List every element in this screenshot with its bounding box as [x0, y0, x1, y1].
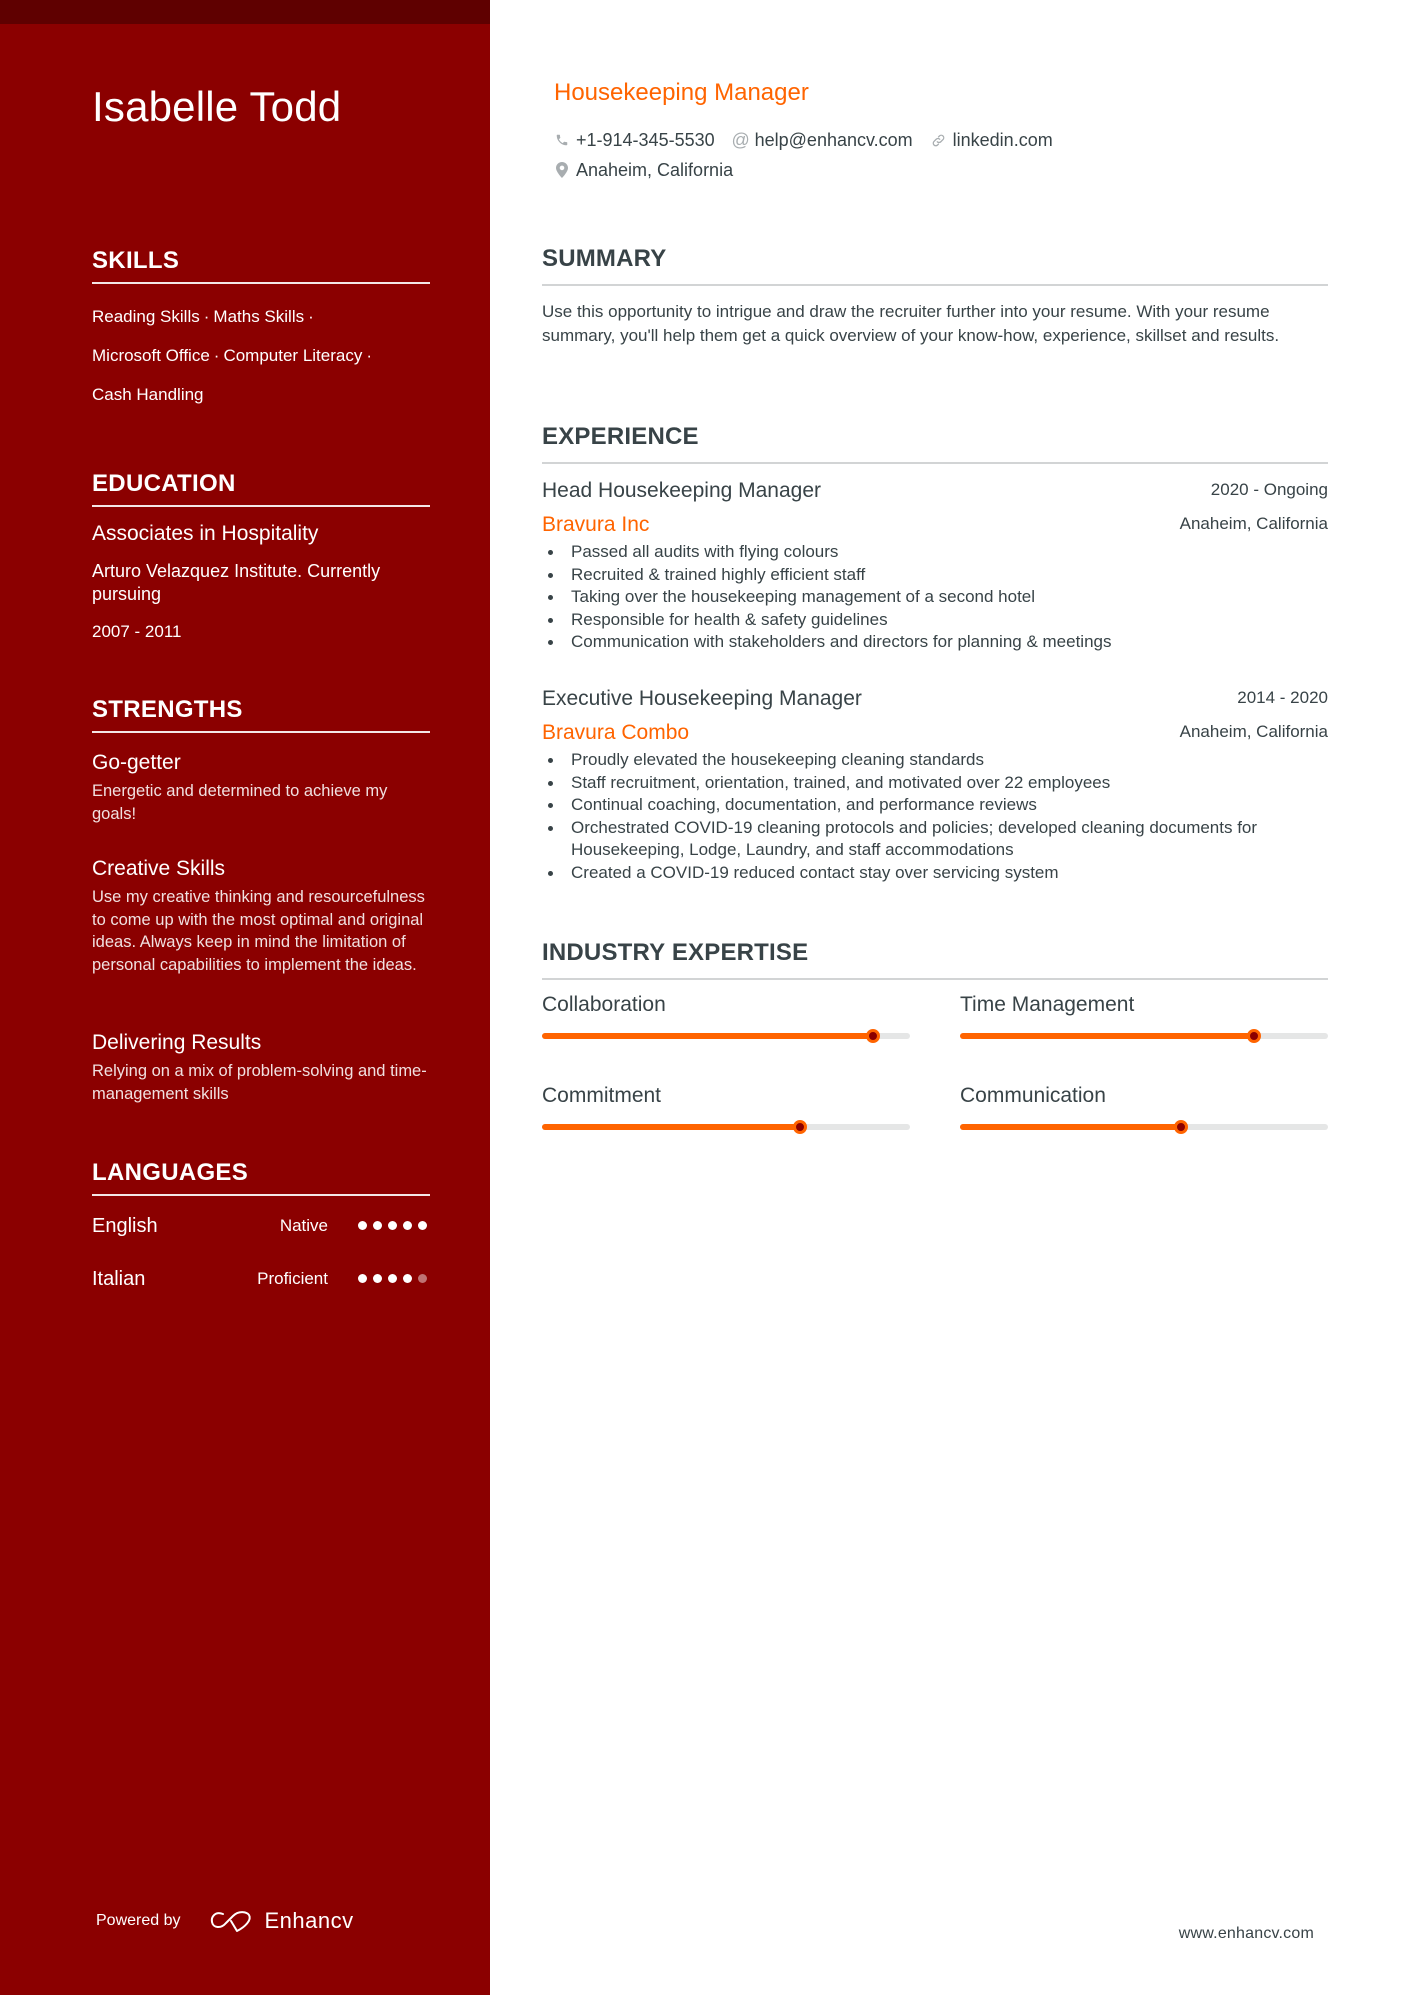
skill-separator: ·	[308, 307, 314, 326]
job-dates: 2020 - Ongoing	[1210, 480, 1328, 499]
skills-row	[92, 336, 432, 375]
slider-knob-icon	[793, 1120, 807, 1134]
job-bullet: Proudly elevated the housekeeping cleaning standards	[542, 749, 1328, 772]
email-value: help@enhancv.com	[754, 130, 913, 150]
strength-title: Delivering Results	[92, 1031, 262, 1054]
language-proficiency-dots	[358, 1274, 427, 1283]
slider-knob-icon	[1247, 1029, 1261, 1043]
expertise-label: Collaboration	[542, 993, 666, 1016]
job-bullet: Taking over the housekeeping management of a second hotel	[542, 586, 1328, 609]
expertise-slider	[960, 1124, 1328, 1130]
job-role: Head Housekeeping Manager	[542, 479, 822, 502]
dot-filled-icon	[403, 1274, 412, 1283]
job-role: Executive Housekeeping Manager	[542, 687, 862, 710]
job-company: Bravura Inc	[542, 513, 650, 536]
expertise-fill	[960, 1124, 1181, 1130]
location-value: Anaheim, California	[576, 160, 734, 180]
language-name: English	[92, 1215, 158, 1237]
dot-filled-icon	[373, 1221, 382, 1230]
powered-by-label: Powered by	[96, 1912, 181, 1929]
expertise-fill	[542, 1033, 873, 1039]
language-level: Native	[279, 1216, 328, 1235]
expertise-fill	[960, 1033, 1254, 1039]
dot-filled-icon	[358, 1274, 367, 1283]
education-degree: Associates in Hospitality	[92, 522, 319, 545]
contact-phone[interactable]	[554, 128, 715, 152]
dot-empty-icon	[418, 1274, 427, 1283]
dot-filled-icon	[388, 1221, 397, 1230]
strength-title: Creative Skills	[92, 857, 226, 880]
skills-row	[92, 375, 432, 414]
expertise-item	[542, 991, 910, 1039]
website-link[interactable]: www.enhancv.com	[1178, 1925, 1314, 1942]
expertise-heading: INDUSTRY EXPERTISE	[542, 938, 1328, 980]
strength-item	[92, 1029, 432, 1105]
contact-email[interactable]	[733, 128, 913, 152]
candidate-name: Isabelle Todd	[92, 83, 342, 130]
dot-filled-icon	[403, 1221, 412, 1230]
job-company: Bravura Combo	[542, 721, 690, 744]
skills-list	[92, 297, 432, 414]
job-bullet: Recruited & trained highly efficient staff	[542, 564, 1328, 587]
dot-filled-icon	[358, 1221, 367, 1230]
summary-heading: SUMMARY	[542, 244, 1328, 286]
link-icon	[931, 132, 947, 148]
sidebar-top-band	[0, 0, 490, 24]
linkedin-value: linkedin.com	[952, 130, 1053, 150]
skills-heading: SKILLS	[92, 246, 430, 284]
summary-text: Use this opportunity to intrigue and draw the recruiter further into your resume. With your resume summary, you'll help them get a quick overview of your know-how, experience, skillset and results.	[542, 302, 1280, 345]
job-bullet: Orchestrated COVID-19 cleaning protocols and policies; developed cleaning documents for Housekeeping, Lodge, Laundry, and staff accommodations	[542, 817, 1328, 862]
expertise-item	[960, 1082, 1328, 1130]
contact-row	[554, 158, 751, 182]
skill-item: Microsoft Office	[92, 346, 210, 365]
languages-heading: LANGUAGES	[92, 1158, 430, 1196]
main-content	[490, 0, 1410, 1995]
experience-entry	[542, 685, 1328, 884]
expertise-slider	[542, 1033, 910, 1039]
enhancv-brand: Enhancv	[264, 1908, 354, 1933]
contact-location	[554, 158, 733, 182]
expertise-label: Time Management	[960, 993, 1135, 1016]
skill-separator: ·	[213, 346, 220, 365]
education-heading: EDUCATION	[92, 469, 430, 507]
enhancv-logo-icon	[209, 1909, 255, 1933]
phone-icon	[554, 132, 570, 148]
language-row	[92, 1264, 430, 1294]
strength-item	[92, 855, 432, 976]
language-level: Proficient	[257, 1269, 328, 1288]
education-school: Arturo Velazquez Institute. Currently pursuing	[92, 561, 381, 604]
headline-job-title: Housekeeping Manager	[554, 79, 809, 106]
job-bullet: Passed all audits with flying colours	[542, 541, 1328, 564]
skill-item: Computer Literacy	[223, 346, 363, 365]
skill-separator: ·	[203, 307, 210, 326]
contact-linkedin[interactable]	[931, 128, 1053, 152]
skill-item: Cash Handling	[92, 385, 204, 404]
contact-row	[554, 128, 1071, 152]
job-bullet: Created a COVID-19 reduced contact stay over servicing system	[542, 862, 1328, 885]
experience-entry	[542, 477, 1328, 654]
powered-by-footer[interactable]	[96, 1906, 354, 1936]
sidebar	[0, 0, 490, 1995]
skills-row	[92, 297, 432, 336]
dot-filled-icon	[418, 1221, 427, 1230]
location-pin-icon	[554, 162, 570, 178]
job-bullets	[542, 749, 1328, 884]
job-location: Anaheim, California	[1179, 722, 1328, 741]
language-row	[92, 1211, 430, 1241]
language-proficiency-dots	[358, 1221, 427, 1230]
strength-title: Go-getter	[92, 751, 181, 774]
expertise-slider	[960, 1033, 1328, 1039]
job-bullets	[542, 541, 1328, 654]
strength-description: Relying on a mix of problem-solving and time-management skills	[92, 1062, 427, 1103]
job-bullet: Communication with stakeholders and directors for planning & meetings	[542, 631, 1328, 654]
strength-item	[92, 749, 432, 825]
strength-description: Energetic and determined to achieve my goals!	[92, 782, 388, 823]
phone-value: +1-914-345-5530	[576, 130, 715, 150]
job-bullet: Responsible for health & safety guidelines	[542, 609, 1328, 632]
expertise-item	[960, 991, 1328, 1039]
slider-knob-icon	[866, 1029, 880, 1043]
job-dates: 2014 - 2020	[1237, 688, 1328, 707]
experience-heading: EXPERIENCE	[542, 422, 1328, 464]
expertise-item	[542, 1082, 910, 1130]
strength-description: Use my creative thinking and resourcefulness to come up with the most optimal and original ideas. Always keep in mind the limitation of personal capabilities to implement the ideas.	[92, 888, 425, 974]
language-name: Italian	[92, 1268, 146, 1290]
education-dates: 2007 - 2011	[92, 622, 182, 641]
slider-knob-icon	[1174, 1120, 1188, 1134]
dot-filled-icon	[373, 1274, 382, 1283]
skill-separator: ·	[366, 346, 373, 365]
at-icon: @	[731, 130, 750, 150]
job-bullet: Continual coaching, documentation, and performance reviews	[542, 794, 1328, 817]
job-bullet: Staff recruitment, orientation, trained, and motivated over 22 employees	[542, 772, 1328, 795]
job-location: Anaheim, California	[1179, 514, 1328, 533]
skill-item: Maths Skills	[213, 307, 305, 326]
expertise-fill	[542, 1124, 800, 1130]
expertise-label: Commitment	[542, 1084, 662, 1107]
expertise-slider	[542, 1124, 910, 1130]
expertise-label: Communication	[960, 1084, 1106, 1107]
strengths-heading: STRENGTHS	[92, 695, 430, 733]
skill-item: Reading Skills	[92, 307, 200, 326]
dot-filled-icon	[388, 1274, 397, 1283]
